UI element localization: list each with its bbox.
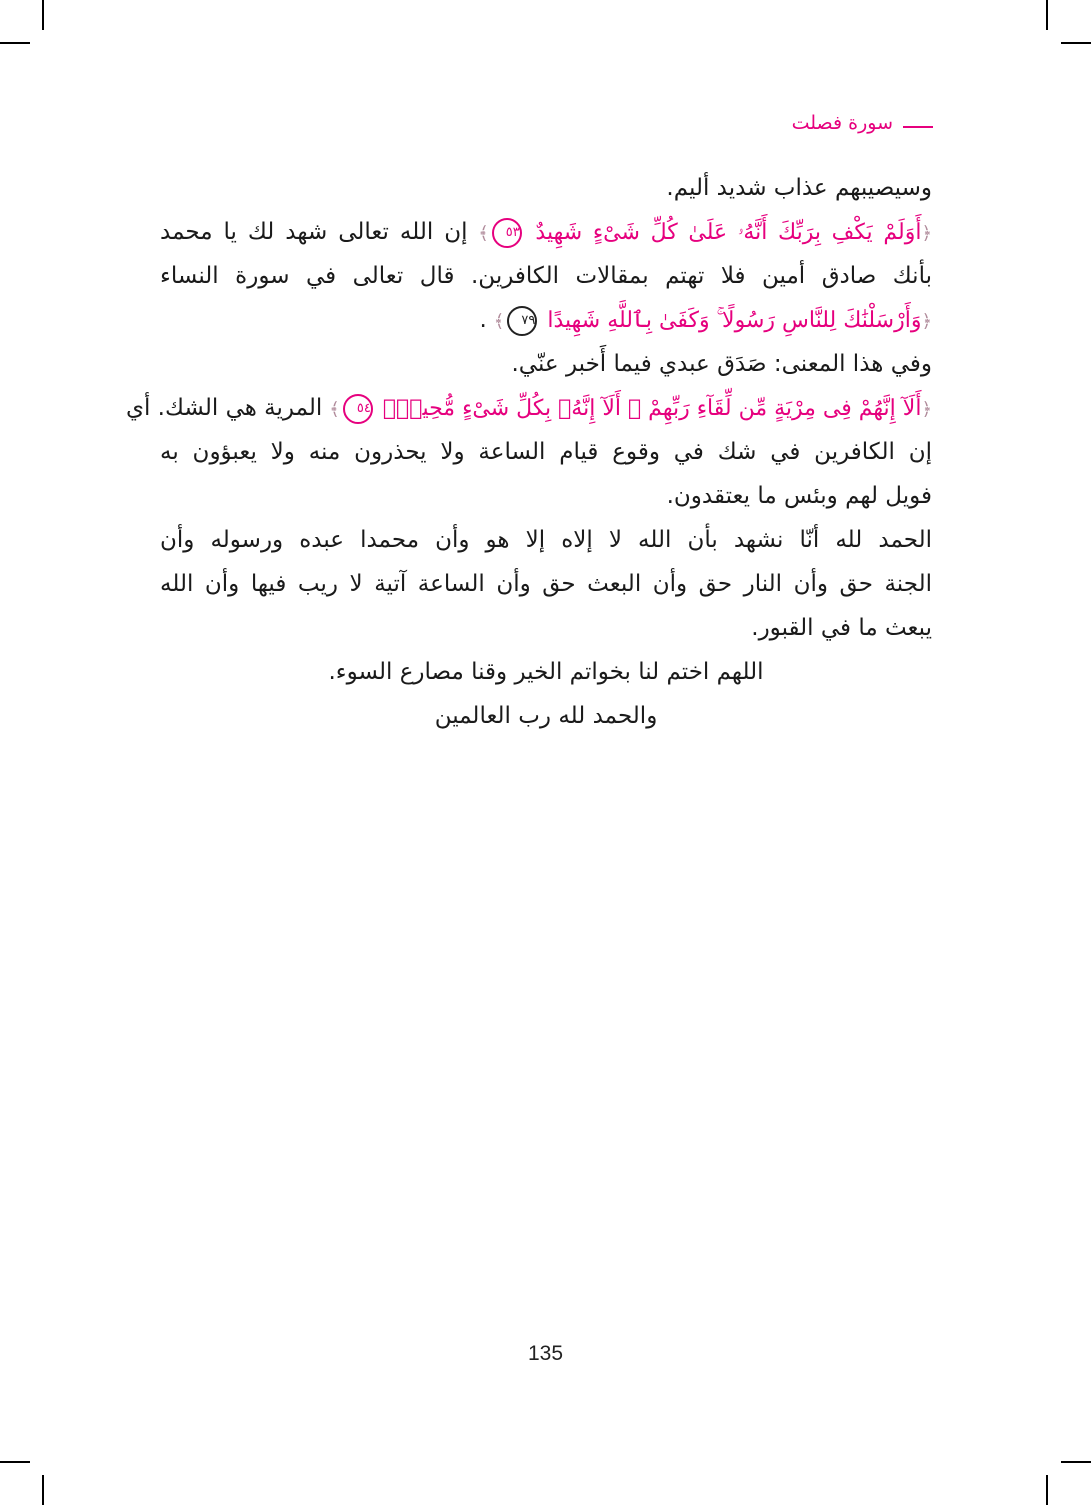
body-text: اللهم اختم لنا بخواتم الخير وقنا مصارع السوء. — [328, 659, 764, 685]
quran-verse — [468, 220, 932, 245]
page-body — [125, 166, 932, 738]
crop-mark-bottom-right-horizontal — [1061, 1461, 1091, 1463]
crop-mark-top-right-vertical — [1046, 0, 1048, 30]
text-line — [160, 606, 932, 650]
crop-mark-bottom-left-horizontal — [0, 1461, 30, 1463]
text-line-with-verse — [160, 210, 932, 254]
ayah-number-badge: ٥٤ — [343, 394, 373, 424]
text-line — [160, 430, 932, 474]
body-text: . — [479, 307, 487, 333]
closing-praise — [160, 694, 932, 738]
page-number: 135 — [527, 1342, 564, 1365]
text-line — [160, 518, 932, 562]
body-text: بأنك صادق أمين فلا تهتم بمقالات الكافرين. قال تعالى في سورة النساء — [160, 263, 932, 289]
text-line — [160, 474, 932, 518]
surah-title: سورة فصلت — [791, 112, 893, 134]
body-text: وفي هذا المعنى: صَدَق عبدي فيما أَخبر عنّي. — [511, 351, 932, 377]
ornate-bracket-close-icon: ﴾ — [329, 399, 340, 420]
ornate-bracket-open-icon: ﴿ — [921, 399, 932, 420]
text-line — [160, 166, 932, 210]
verse-text: وَأَرْسَلْنَٰكَ لِلنَّاسِ رَسُولًا ۚ وَكَفَىٰ بِٱللَّهِ شَهِيدًا — [547, 308, 922, 333]
text-line — [160, 562, 932, 606]
verse-text: أَلَآ إِنَّهُمْ فِى مِرْيَةٍ مِّن لِّقَآءِ رَبِّهِمْ ۗ أَلَآ إِنَّهُۥ بِكُلِّ شَىْءٍ مُّحِيطٌۢ — [382, 396, 922, 421]
crop-mark-bottom-left-vertical — [42, 1475, 44, 1505]
body-text: والحمد لله رب العالمين — [434, 703, 658, 729]
running-header — [792, 112, 933, 134]
crop-mark-top-left-vertical — [42, 0, 44, 30]
ornate-bracket-open-icon: ﴿ — [921, 311, 932, 332]
quran-verse — [322, 396, 932, 421]
text-line-with-verse — [160, 298, 932, 342]
text-line — [160, 254, 932, 298]
verse-text: أَوَلَمْ يَكْفِ بِرَبِّكَ أَنَّهُۥ عَلَىٰ كُلِّ شَىْءٍ شَهِيدٌ — [535, 220, 922, 245]
closing-prayer — [160, 650, 932, 694]
body-text: وسيصيبهم عذاب شديد أليم. — [666, 175, 932, 201]
ayah-number-badge: ٧٩ — [507, 306, 537, 336]
body-text: فويل لهم وبئس ما يعتقدون. — [666, 483, 932, 509]
body-text: إن الكافرين في شك في وقوع قيام الساعة ولا يحذرون منه ولا يعبؤون به — [160, 439, 932, 465]
body-text: الحمد لله أنّا نشهد بأن الله لا إلاه إلا هو وأن محمدا عبده ورسوله وأن — [160, 527, 932, 553]
body-text: إن الله تعالى شهد لك يا محمد — [160, 219, 468, 245]
quran-verse — [487, 308, 932, 333]
body-text: المرية هي الشك. أي — [125, 395, 323, 421]
text-line-with-verse — [125, 386, 932, 430]
header-rule — [903, 126, 933, 128]
body-text: الجنة حق وأن النار حق وأن البعث حق وأن الساعة آتية لا ريب فيها وأن الله — [160, 571, 932, 597]
ornate-bracket-close-icon: ﴾ — [478, 223, 489, 244]
ayah-number-badge: ٥٣ — [492, 218, 522, 248]
crop-mark-bottom-right-vertical — [1046, 1475, 1048, 1505]
ornate-bracket-open-icon: ﴿ — [921, 223, 932, 244]
ornate-bracket-close-icon: ﴾ — [493, 311, 505, 332]
crop-mark-top-right-horizontal — [1061, 42, 1091, 44]
text-line — [160, 342, 932, 386]
crop-mark-top-left-horizontal — [0, 42, 30, 44]
body-text: يبعث ما في القبور. — [751, 615, 932, 641]
